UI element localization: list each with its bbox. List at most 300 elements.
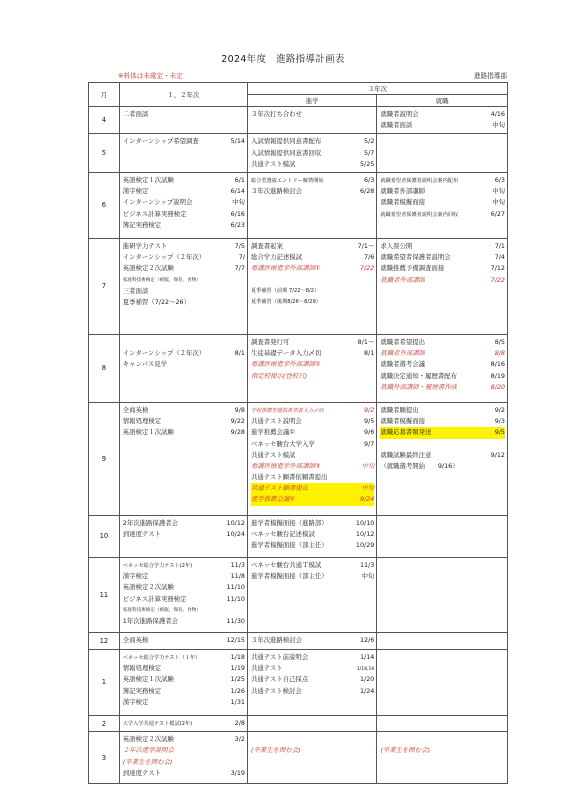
g12-cell	[119, 649, 247, 715]
shingaku-cell	[247, 238, 376, 334]
schedule-item	[380, 209, 505, 220]
schedule-item	[251, 745, 374, 756]
month-header: 月	[89, 83, 120, 107]
event-date: 10/12	[355, 530, 375, 539]
schedule-item	[251, 252, 374, 263]
event-date: 11/3	[359, 560, 375, 569]
event-date: 10/29	[355, 541, 375, 550]
schedule-item	[123, 348, 245, 359]
schedule-item	[123, 186, 245, 197]
event-label: 就職外部講師・履歴書作成	[380, 382, 458, 391]
event-label: 進研学力テスト	[122, 241, 168, 250]
month-cell: 12	[89, 632, 120, 649]
shingaku-cell	[247, 715, 376, 731]
schedule-item	[123, 734, 245, 745]
event-label: ビジネス計算実務検定	[122, 594, 187, 603]
schedule-item	[380, 371, 505, 382]
schedule-item	[251, 337, 374, 348]
shingaku-cell	[247, 632, 376, 649]
event-label: (卒業生を囲む会)	[250, 746, 301, 755]
schedule-item	[123, 582, 245, 593]
month-row	[89, 334, 508, 402]
schedule-item	[380, 337, 505, 348]
event-label: 求人票公開	[380, 241, 413, 250]
event-date: 11/3	[230, 560, 245, 569]
schedule-item	[251, 348, 374, 359]
event-date: 5/2	[364, 137, 375, 146]
event-date: 7/4	[494, 253, 505, 262]
shushoku-cell	[377, 238, 508, 334]
event-label: 就職者模擬面接	[380, 417, 426, 426]
shingaku-cell	[247, 334, 376, 402]
month-cell: 9	[89, 402, 120, 515]
schedule-item	[380, 109, 505, 120]
g12-cell	[119, 732, 247, 784]
month-row	[89, 557, 508, 632]
event-label: (卒業生を囲む会)	[122, 757, 173, 766]
month-row	[89, 515, 508, 557]
event-date: 1/25	[230, 675, 245, 684]
event-label: 英語検定２次試験	[122, 264, 174, 273]
month-row	[89, 649, 508, 715]
event-date: 7/5	[234, 241, 245, 250]
event-date: 6/16	[230, 209, 245, 218]
schedule-item	[123, 405, 245, 416]
event-label: 就職者選考会議	[380, 360, 426, 369]
month-cell: 10	[89, 515, 120, 557]
event-label: 到達度テスト	[122, 768, 161, 777]
event-date: 7/	[238, 253, 245, 262]
event-date: 9/12	[490, 450, 505, 459]
event-date: 中旬	[362, 483, 375, 494]
schedule-item	[251, 241, 374, 252]
event-label: ビジネス計算実務検定	[122, 209, 187, 218]
event-label: インターンシップ説明会	[122, 198, 193, 207]
event-label: 全商英検	[122, 635, 149, 644]
event-label: 共通テスト模試	[250, 450, 296, 459]
schedule-item	[251, 175, 374, 186]
event-date: 6/14	[230, 187, 245, 196]
event-label: 看護医療進学外部講師③	[250, 461, 321, 470]
event-date: 8/8	[494, 349, 505, 358]
schedule-item	[123, 416, 245, 427]
event-label: 進学推薦会議①	[250, 428, 296, 437]
month-cell: 5	[89, 134, 120, 173]
shushoku-cell	[377, 515, 508, 557]
event-date: 9/7	[364, 439, 375, 448]
event-date: 4/16	[490, 110, 505, 118]
event-label: インターンシップ希望調査	[122, 137, 199, 146]
event-label: 夏季補習（後期8/26～8/29）	[250, 298, 321, 305]
schedule-item	[123, 209, 245, 220]
schedule-item	[251, 297, 374, 308]
schedule-item	[123, 697, 245, 708]
event-date: 9/2	[364, 405, 375, 414]
event-date: 中旬	[492, 121, 505, 130]
month-cell: 3	[89, 732, 120, 784]
schedule-item	[123, 560, 245, 571]
schedule-item	[251, 686, 374, 697]
page-title: 2024年度 進路指導計画表	[221, 54, 345, 65]
event-label: 就職希望者保護者説明会案内配布	[380, 177, 459, 184]
event-date: 6/1	[234, 175, 245, 184]
schedule-item	[251, 652, 374, 663]
event-label: 就職者面談	[380, 121, 413, 130]
event-date: 9/3	[494, 417, 505, 426]
department-label: 進路指導部	[474, 72, 507, 80]
schedule-item	[251, 416, 374, 427]
schedule-item	[251, 359, 374, 370]
event-date: 7/6	[364, 253, 375, 262]
month-cell: 8	[89, 334, 120, 402]
g12-cell	[119, 238, 247, 334]
schedule-item	[123, 136, 245, 147]
event-label: 調査書発行可	[250, 337, 290, 346]
schedule-item	[251, 472, 374, 483]
event-label: キャンパス見学	[122, 360, 168, 369]
event-label: 簿記実務検定	[122, 686, 162, 695]
schedule-item	[380, 175, 505, 186]
event-label: 学校推薦型選抜希望者入力〆切	[250, 407, 324, 414]
month-row	[89, 715, 508, 731]
shushoku-cell	[377, 402, 508, 515]
schedule-item	[123, 197, 245, 208]
schedule-item	[123, 175, 245, 186]
schedule-item	[380, 275, 505, 286]
guidance-plan-table	[88, 82, 508, 784]
schedule-item	[380, 745, 505, 756]
schedule-item	[251, 518, 374, 529]
event-date: 8/5	[494, 337, 505, 346]
event-date: 12/6	[359, 635, 375, 644]
event-label: 調査書起案	[250, 241, 283, 250]
event-label: 情報処理検定	[122, 417, 162, 426]
shushoku-header: 就職	[377, 95, 508, 107]
month-cell: 1	[89, 649, 120, 715]
event-date: 6/23	[230, 220, 245, 229]
event-date: 8/19	[490, 371, 505, 380]
event-label: ３年次進路検討会	[250, 187, 303, 196]
event-label: 就職者外部講師	[380, 275, 426, 284]
schedule-item	[380, 427, 505, 438]
event-label: 進学推薦会議②	[251, 494, 295, 505]
event-date: 6/3	[364, 175, 375, 184]
event-date: 9/5	[495, 427, 505, 438]
schedule-item	[251, 461, 374, 472]
month-row	[89, 172, 508, 238]
event-date: 2/8	[234, 718, 245, 727]
schedule-item	[123, 616, 245, 627]
schedule-item	[251, 148, 374, 159]
schedule-item	[123, 635, 245, 646]
schedule-item	[123, 663, 245, 674]
event-date: 5/25	[359, 159, 375, 168]
event-date: 11/10	[226, 583, 245, 592]
schedule-item	[380, 348, 505, 359]
schedule-item	[123, 337, 245, 348]
event-label: 総合学力記述模試	[250, 253, 303, 262]
grade3-header: ３年次	[247, 83, 507, 95]
event-date: 6/27	[490, 209, 505, 218]
schedule-item	[380, 120, 505, 131]
event-date: 1/26	[230, 686, 245, 695]
shushoku-cell	[377, 715, 508, 731]
event-label: 進学者模擬面接（部主任）	[250, 541, 328, 550]
event-label: 共通テスト前説明会	[250, 652, 309, 661]
month-row	[89, 134, 508, 173]
shushoku-cell	[377, 557, 508, 632]
event-date: 1/18	[230, 652, 245, 661]
g12-cell	[119, 402, 247, 515]
event-label: インターンシップ（２年次）	[122, 253, 206, 262]
schedule-item	[380, 382, 505, 393]
shingaku-cell	[247, 107, 376, 134]
event-label: 夏季補習（7/22～26）	[122, 297, 191, 306]
schedule-item	[380, 197, 505, 208]
schedule-item	[251, 674, 374, 685]
shushoku-cell	[377, 632, 508, 649]
g12-cell	[119, 632, 247, 649]
event-label: 就職者模擬面接	[380, 198, 426, 207]
event-date: 7/7	[234, 264, 245, 273]
event-date: 9/8	[234, 405, 245, 414]
event-label: 就職試験最終注意	[380, 450, 432, 459]
event-date: 7/1～	[357, 241, 375, 250]
event-date: 11/10	[226, 594, 245, 603]
schedule-item	[380, 450, 505, 461]
event-label: ベネッセ駿台大学入学	[250, 439, 315, 448]
event-label: 入試情報提供同意書回収	[250, 148, 322, 157]
month-row	[89, 732, 508, 784]
schedule-item	[251, 635, 374, 646]
grade12-header: １、２年次	[119, 83, 247, 107]
shushoku-cell	[377, 134, 508, 173]
event-date: 10/10	[355, 518, 375, 527]
event-label: 就職応募書類発送	[380, 427, 431, 438]
schedule-item	[123, 518, 245, 529]
event-label: 英語検定１次試験	[122, 175, 174, 184]
shingaku-cell	[247, 402, 376, 515]
event-date: 中旬	[232, 198, 245, 207]
event-label: 漢字検定	[122, 572, 149, 581]
event-label: (卒業生を囲む会)	[380, 746, 431, 755]
month-cell: 4	[89, 107, 120, 134]
schedule-item	[123, 220, 245, 231]
event-date: 9/22	[230, 417, 245, 426]
shingaku-cell	[247, 649, 376, 715]
schedule-item	[380, 359, 505, 370]
event-label: 漢字検定	[122, 697, 149, 706]
event-date: 1/20	[359, 675, 375, 684]
event-label: ３年次打ち合わせ	[250, 110, 303, 118]
schedule-item	[251, 405, 374, 416]
event-label: 就職者希望提出	[380, 337, 426, 346]
event-label: 大学入学共通テスト模試(2年)	[122, 720, 193, 727]
event-label: 英語検定１次試験	[122, 675, 174, 684]
schedule-item	[251, 275, 374, 286]
event-label: 就職希望者保護者説明会案内回収	[380, 211, 459, 218]
schedule-item	[380, 241, 505, 252]
event-label: 共通テスト願書依頼書提出	[250, 473, 328, 482]
event-label: 入試情報提供同意書配布	[250, 137, 322, 146]
schedule-item	[380, 405, 505, 416]
month-cell: 2	[89, 715, 120, 731]
event-date: 中旬	[361, 572, 375, 581]
undecided-note: ※料体は未確定・未定	[118, 72, 183, 80]
schedule-item	[123, 652, 245, 663]
shushoku-cell	[377, 334, 508, 402]
event-label: 生徒基礎データ入力〆切	[250, 349, 322, 358]
schedule-item	[123, 241, 245, 252]
shingaku-cell	[247, 172, 376, 238]
event-label: ベネッセ駿台共通Ｔ模試	[250, 560, 322, 569]
event-label: 就職者外部講師	[380, 187, 426, 196]
event-label: 共通テスト説明会	[250, 417, 302, 426]
schedule-item	[380, 439, 505, 450]
schedule-item	[123, 594, 245, 605]
g12-cell	[119, 715, 247, 731]
schedule-item	[123, 286, 245, 297]
event-date: 中旬	[492, 187, 505, 196]
event-date: 5/14	[230, 137, 245, 146]
event-date: 10/12	[226, 518, 245, 527]
schedule-item	[123, 757, 245, 768]
event-date: 10/24	[226, 530, 245, 539]
shushoku-cell	[377, 172, 508, 238]
event-date: 7/1	[494, 241, 505, 250]
event-date: 9/2	[494, 405, 505, 414]
event-date: 1/18,19	[356, 667, 375, 673]
shingaku-cell	[247, 557, 376, 632]
schedule-item	[123, 109, 245, 120]
g12-cell	[119, 134, 247, 173]
event-label: ２年次進学説明会	[122, 746, 174, 755]
event-date: 9/28	[230, 428, 245, 437]
event-label: インターンシップ（２年次）	[122, 349, 206, 358]
event-label: 共通テスト模試	[250, 159, 296, 168]
event-date: 9/6	[364, 428, 375, 437]
g12-cell	[119, 557, 247, 632]
schedule-item	[123, 297, 245, 308]
event-label: 二者面談	[122, 110, 149, 118]
event-date: 8/1	[364, 349, 375, 358]
schedule-item	[380, 252, 505, 263]
event-date: 8/16	[490, 360, 505, 369]
event-date: 11/8	[230, 572, 245, 581]
schedule-item	[380, 263, 505, 274]
event-date: 8/20	[490, 382, 505, 391]
schedule-item	[380, 416, 505, 427]
plan-body	[89, 107, 508, 784]
event-date: 11/30	[226, 616, 245, 625]
event-label: 英語検定２次試験	[122, 735, 174, 744]
event-label: 共通テスト検討会	[250, 686, 302, 695]
g12-cell	[119, 107, 247, 134]
month-cell: 7	[89, 238, 120, 334]
event-label: 進学者模擬面接（部主任）	[250, 572, 328, 581]
event-label: 共通テスト願書提出	[251, 483, 308, 494]
schedule-item	[251, 371, 374, 382]
month-row	[89, 632, 508, 649]
event-label: 看護医療進学外部講師①	[250, 264, 321, 273]
event-date: 7/22	[359, 264, 375, 273]
event-label: 就職決定通知・履歴書配布	[380, 371, 458, 380]
event-date: 3/19	[230, 768, 245, 777]
event-date: 1/19	[230, 664, 245, 673]
schedule-item	[251, 136, 374, 147]
event-date: 8/1～	[357, 337, 375, 346]
event-label: 就職者願提出	[380, 405, 419, 414]
event-label: 簿記実務検定	[122, 220, 162, 229]
schedule-item	[251, 427, 374, 438]
schedule-item	[380, 734, 505, 745]
event-label: 家庭科技術検定（被服、保育、食物）	[122, 277, 201, 283]
event-date: 12/15	[226, 635, 245, 644]
event-label: 就職推薦予備調査面接	[380, 264, 445, 273]
event-date: 中旬	[361, 461, 375, 470]
event-label: 看護医療進学外部講師②	[250, 360, 321, 369]
event-label: ベネッセ駿台記述模試	[250, 530, 315, 539]
event-label: 共通テスト	[250, 664, 283, 673]
schedule-item	[123, 686, 245, 697]
event-label: 夏季補習（前期 7/22～8/2）	[250, 287, 320, 294]
event-label: 総合型選抜エントリー解禁開始	[250, 177, 324, 184]
schedule-item	[123, 745, 245, 756]
shingaku-cell	[247, 134, 376, 173]
event-label: ベネッセ総合学力テスト（１年）	[122, 654, 201, 661]
event-date: 7/12	[490, 264, 505, 273]
event-label: 全商英検	[122, 405, 149, 414]
event-label: 就職者説明会	[380, 110, 419, 118]
schedule-item	[251, 263, 374, 274]
event-date: 6/3	[494, 175, 505, 184]
schedule-item	[123, 768, 245, 779]
event-label: 進学者模擬面接（進路部）	[250, 518, 328, 527]
event-date: 中旬	[492, 198, 505, 207]
month-cell: 11	[89, 557, 120, 632]
event-date: 1/31	[230, 697, 245, 706]
event-label: ３年次進路検討会	[250, 635, 303, 644]
shushoku-cell	[377, 107, 508, 134]
schedule-item	[123, 718, 245, 729]
event-label: ベネッセ総合学力テスト(2年)	[122, 562, 193, 569]
schedule-item	[380, 186, 505, 197]
schedule-item	[251, 529, 374, 540]
g12-cell	[119, 172, 247, 238]
event-label: 就職希望者保護者説明会	[380, 253, 451, 262]
event-date: 3/2	[234, 735, 245, 744]
event-date: 8/1	[234, 349, 245, 358]
event-label: 共通テスト自己採点	[250, 675, 309, 684]
schedule-item	[123, 605, 245, 616]
schedule-item	[123, 359, 245, 370]
event-date: 1/24	[359, 686, 375, 695]
event-date: 7/22	[490, 275, 505, 284]
event-label: （就職選考開始 9/16）	[380, 461, 459, 470]
shushoku-cell	[377, 649, 508, 715]
event-label: 到達度テスト	[122, 530, 161, 539]
schedule-item	[380, 461, 505, 472]
schedule-item	[251, 439, 374, 450]
event-label: 2年次進路保護者会	[122, 518, 178, 527]
schedule-item	[251, 186, 374, 197]
event-date: 5/7	[364, 148, 375, 157]
event-label: 英語検定２次試験	[122, 583, 174, 592]
month-row	[89, 238, 508, 334]
shingaku-header: 進学	[247, 95, 376, 107]
schedule-item	[123, 674, 245, 685]
event-label: 家庭科技術検定（被服、保育、食物）	[122, 607, 201, 613]
